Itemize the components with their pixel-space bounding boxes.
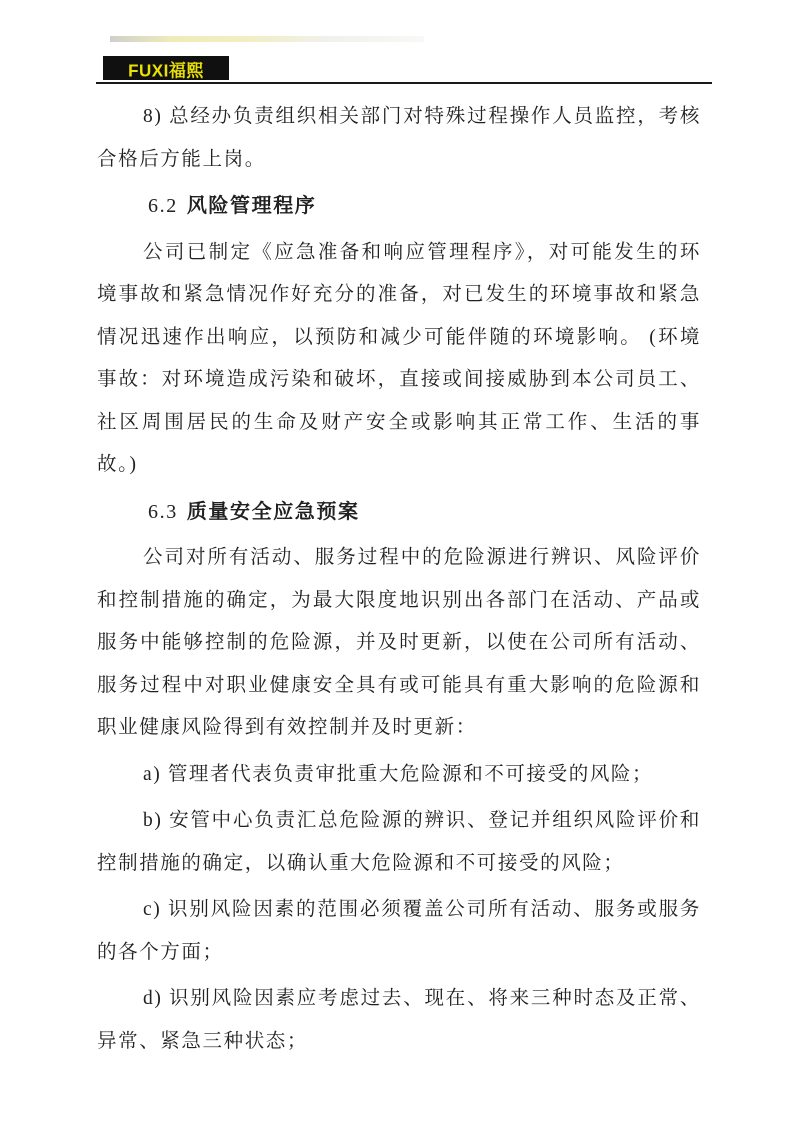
section-number-6-3: 6.3	[148, 500, 178, 523]
list-item-a: a) 管理者代表负责审批重大危险源和不可接受的风险；	[143, 763, 654, 785]
section-number-6-2: 6.2	[148, 195, 178, 217]
section-heading-6-2	[97, 185, 701, 228]
paragraph-6-3-body: 公司对所有活动、服务过程中的危险源进行辨识、风险评价和控制措施的确定，为最大限度地识别出各部门在活动、产品或服务中能够控制的危险源，并及时更新，以使在公司所有活动、服务过程中对职业健康安全具有或可能具有重大影响的危险源和职业健康风险得到有效控制并及时更新：	[97, 547, 701, 738]
section-heading-6-3	[97, 491, 701, 534]
section-title-6-2: 风险管理程序	[186, 195, 317, 217]
list-item-d: d) 识别风险因素应考虑过去、现在、将来三种时态及正常、异常、紧急三种状态；	[97, 988, 701, 1052]
scan-artifact-line	[110, 36, 424, 42]
document-body	[97, 96, 701, 1067]
company-logo	[103, 56, 229, 80]
company-logo-text: FUXI福熙	[128, 60, 204, 81]
list-item-c: c) 识别风险因素的范围必须覆盖公司所有活动、服务或服务的各个方面；	[97, 899, 701, 963]
header-divider-line	[96, 82, 712, 84]
paragraph-6-2-body: 公司已制定《应急准备和响应管理程序》，对可能发生的环境事故和紧急情况作好充分的准备，对已发生的环境事故和紧急情况迅速作出响应，以预防和减少可能伴随的环境影响。 (环境事故：对环境造成污染和破坏，直接或间接威胁到本公司员工、社区周围居民的生命及财产安全或影响其正常工作、生活的事故。)	[97, 241, 701, 475]
list-item-b: b) 安管中心负责汇总危险源的辨识、登记并组织风险评价和控制措施的确定，以确认重大危险源和不可接受的风险；	[97, 810, 701, 874]
section-title-6-3: 质量安全应急预案	[186, 500, 360, 523]
paragraph-item-8: 8) 总经办负责组织相关部门对特殊过程操作人员监控，考核合格后方能上岗。	[97, 106, 701, 170]
